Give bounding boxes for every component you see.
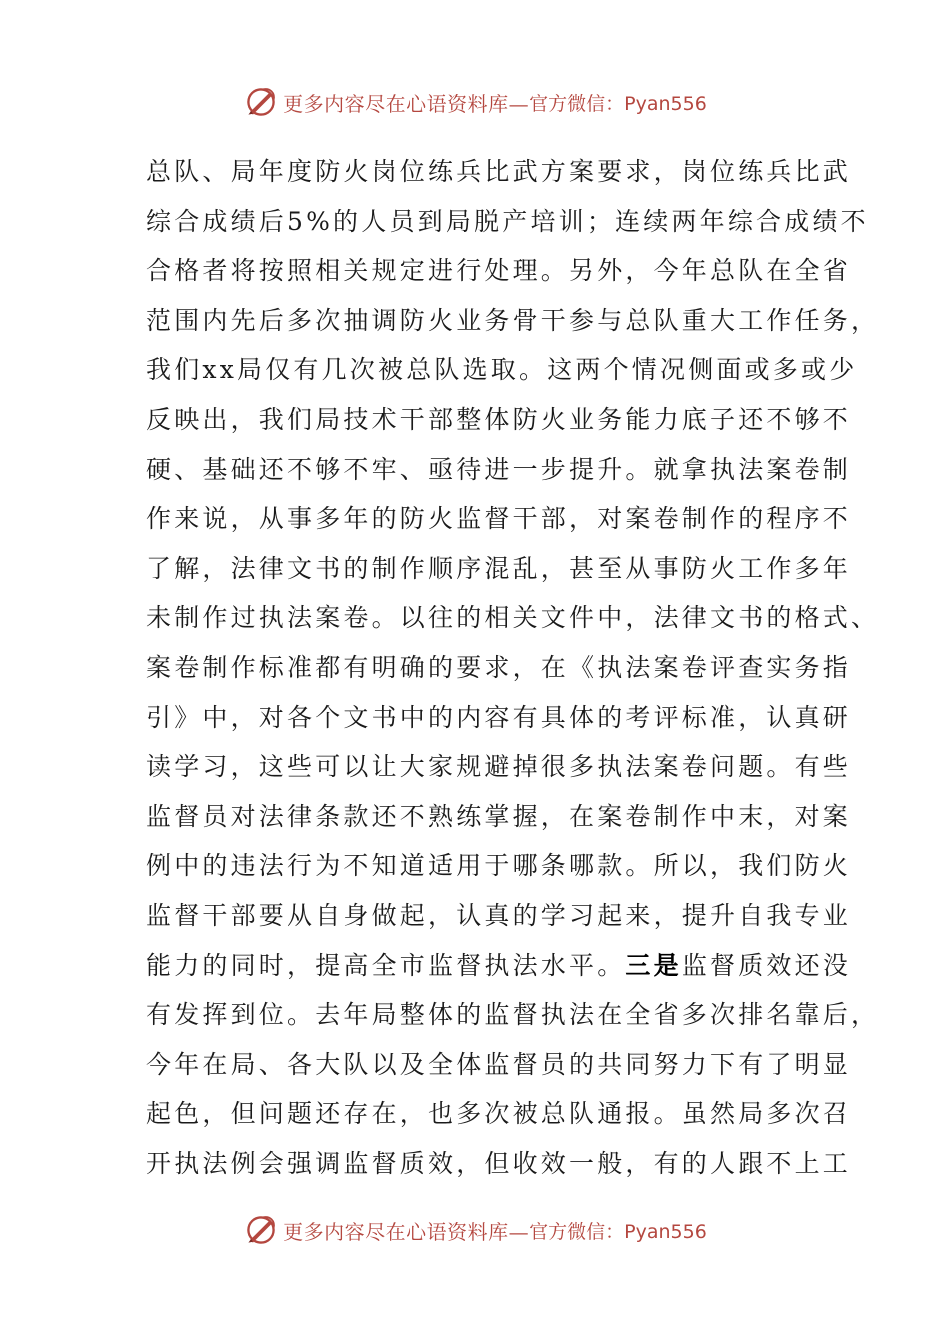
body-line-with-emphasis: [146, 941, 852, 991]
body-line: 合格者将按照相关规定进行处理。另外，今年总队在全省: [146, 256, 852, 286]
header-wechat-text: 官方微信：Pyan556: [529, 92, 707, 115]
body-line: 开执法例会强调监督质效，但收效一般，有的人跟不上工: [146, 1148, 852, 1178]
emphasis-third-point: 三是: [625, 950, 682, 980]
header-watermark: [0, 80, 950, 124]
body-line: 今年在局、各大队以及全体监督员的共同努力下有了明显: [146, 1049, 852, 1079]
pen-logo-icon: [243, 84, 279, 120]
body-line: 监督员对法律条款还不熟练掌握，在案卷制作中末，对案: [146, 801, 852, 831]
footer-brand-text: 更多内容尽在心语资料库—: [283, 1219, 530, 1244]
body-line: 综合成绩后5%的人员到局脱产培训；连续两年综合成绩不: [146, 206, 869, 236]
body-line: 反映出，我们局技术干部整体防火业务能力底子还不够不: [146, 404, 852, 434]
body-line: 了解，法律文书的制作顺序混乱，甚至从事防火工作多年: [146, 553, 852, 583]
body-line: 作来说，从事多年的防火监督干部，对案卷制作的程序不: [146, 504, 852, 534]
footer-wechat-text: 官方微信：Pyan556: [529, 1220, 707, 1243]
body-line: 案卷制作标准都有明确的要求，在《执法案卷评查实务指: [146, 652, 852, 682]
body-line: 例中的违法行为不知道适用于哪条哪款。所以，我们防火: [146, 851, 852, 881]
body-line: 未制作过执法案卷。以往的相关文件中，法律文书的格式、: [146, 603, 880, 633]
body-line: 我们xx局仅有几次被总队选取。这两个情况侧面或多或少: [146, 355, 858, 385]
body-line: 硬、基础还不够不牢、亟待进一步提升。就拿执法案卷制: [146, 454, 852, 484]
body-line: 监督干部要从自身做起，认真的学习起来，提升自我专业: [146, 900, 852, 930]
body-line: 范围内先后多次抽调防火业务骨干参与总队重大工作任务，: [146, 305, 880, 335]
body-line-tail: 监督质效还没: [681, 950, 852, 980]
body-line: 读学习，这些可以让大家规避掉很多执法案卷问题。有些: [146, 752, 852, 782]
document-body: [146, 147, 880, 1188]
body-line-head: 能力的同时，提高全市监督执法水平。: [146, 950, 626, 980]
header-brand-text: 更多内容尽在心语资料库—: [283, 91, 530, 116]
footer-watermark: [0, 1208, 950, 1252]
pen-logo-icon: [243, 1212, 279, 1248]
body-line: 有发挥到位。去年局整体的监督执法在全省多次排名靠后，: [146, 1000, 880, 1030]
body-line: 引》中，对各个文书中的内容有具体的考评标准，认真研: [146, 702, 852, 732]
body-line: 起色，但问题还存在，也多次被总队通报。虽然局多次召: [146, 1099, 852, 1129]
body-line: 总队、局年度防火岗位练兵比武方案要求，岗位练兵比武: [146, 157, 852, 186]
